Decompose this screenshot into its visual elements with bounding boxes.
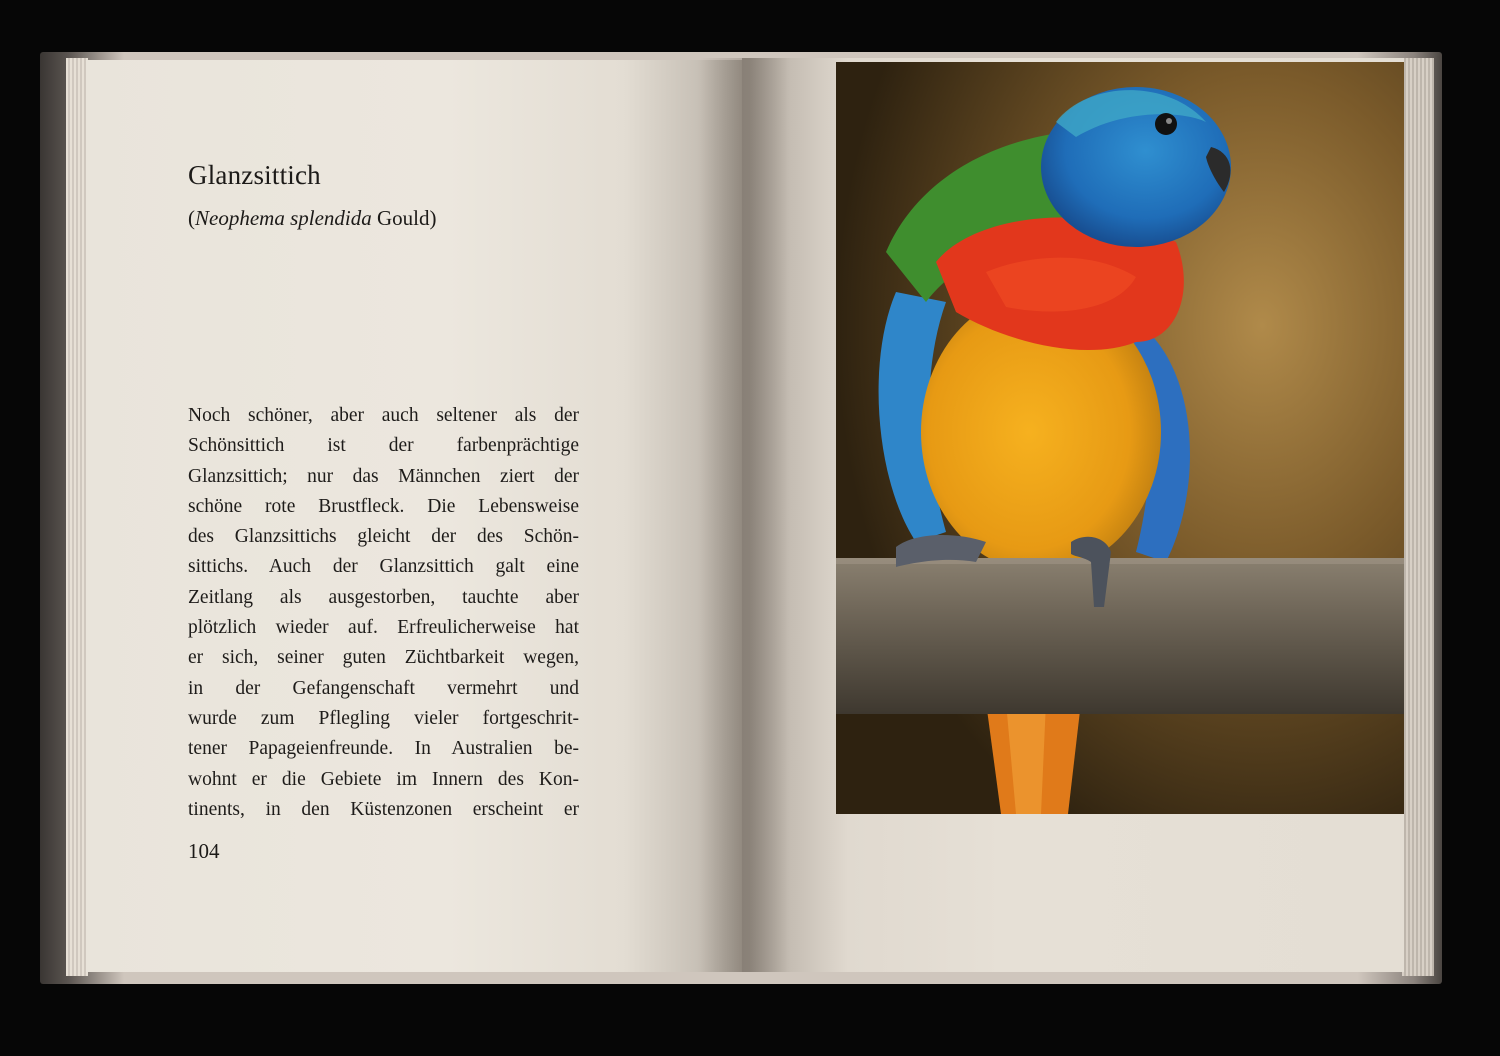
body-line: Zeitlang als ausgestorben, tauchte aber [188,586,579,608]
parrot-photo [836,62,1404,814]
page-title: Glanzsittich [188,160,321,190]
body-line: plötzlich wieder auf. Erfreulicherweise hat [188,617,579,639]
body-line: sittichs. Auch der Glanzsittich galt eine [188,556,579,578]
body-line: tinents, in den Küstenzonen erscheint er [188,798,579,820]
body-line: wurde zum Pflegling vieler fortgeschrit- [188,707,579,729]
perch [836,558,1404,714]
body-line: tener Papageienfreunde. In Australien be- [188,738,579,760]
body-line: Noch schöner, aber auch seltener als der [188,405,579,426]
body-line: Schönsittich ist der farbenprächtige [188,435,579,457]
body-line: des Glanzsittichs gleicht der des Schön- [188,526,579,548]
author-name: Gould) [371,206,437,230]
body-line: wohnt er die Gebiete im Innern des Kon- [188,768,579,790]
book-gutter [700,58,790,972]
eye [1155,113,1177,135]
body-line: Glanzsittich; nur das Männchen ziert der [188,465,579,487]
body-line: schöne rote Brustfleck. Die Lebensweise [188,495,579,517]
body-line: er sich, seiner guten Züchtbarkeit wegen, [188,647,579,669]
scientific-name [188,206,436,231]
body-line: in der Gefangenschaft vermehrt und [188,677,579,699]
subtitle-paren: ( [188,206,195,230]
page-edges-right [1402,58,1434,976]
latin-name: Neophema splendida [195,206,372,230]
page-number: 104 [188,839,220,863]
page-edges-left [66,58,88,976]
body-text [188,401,579,825]
